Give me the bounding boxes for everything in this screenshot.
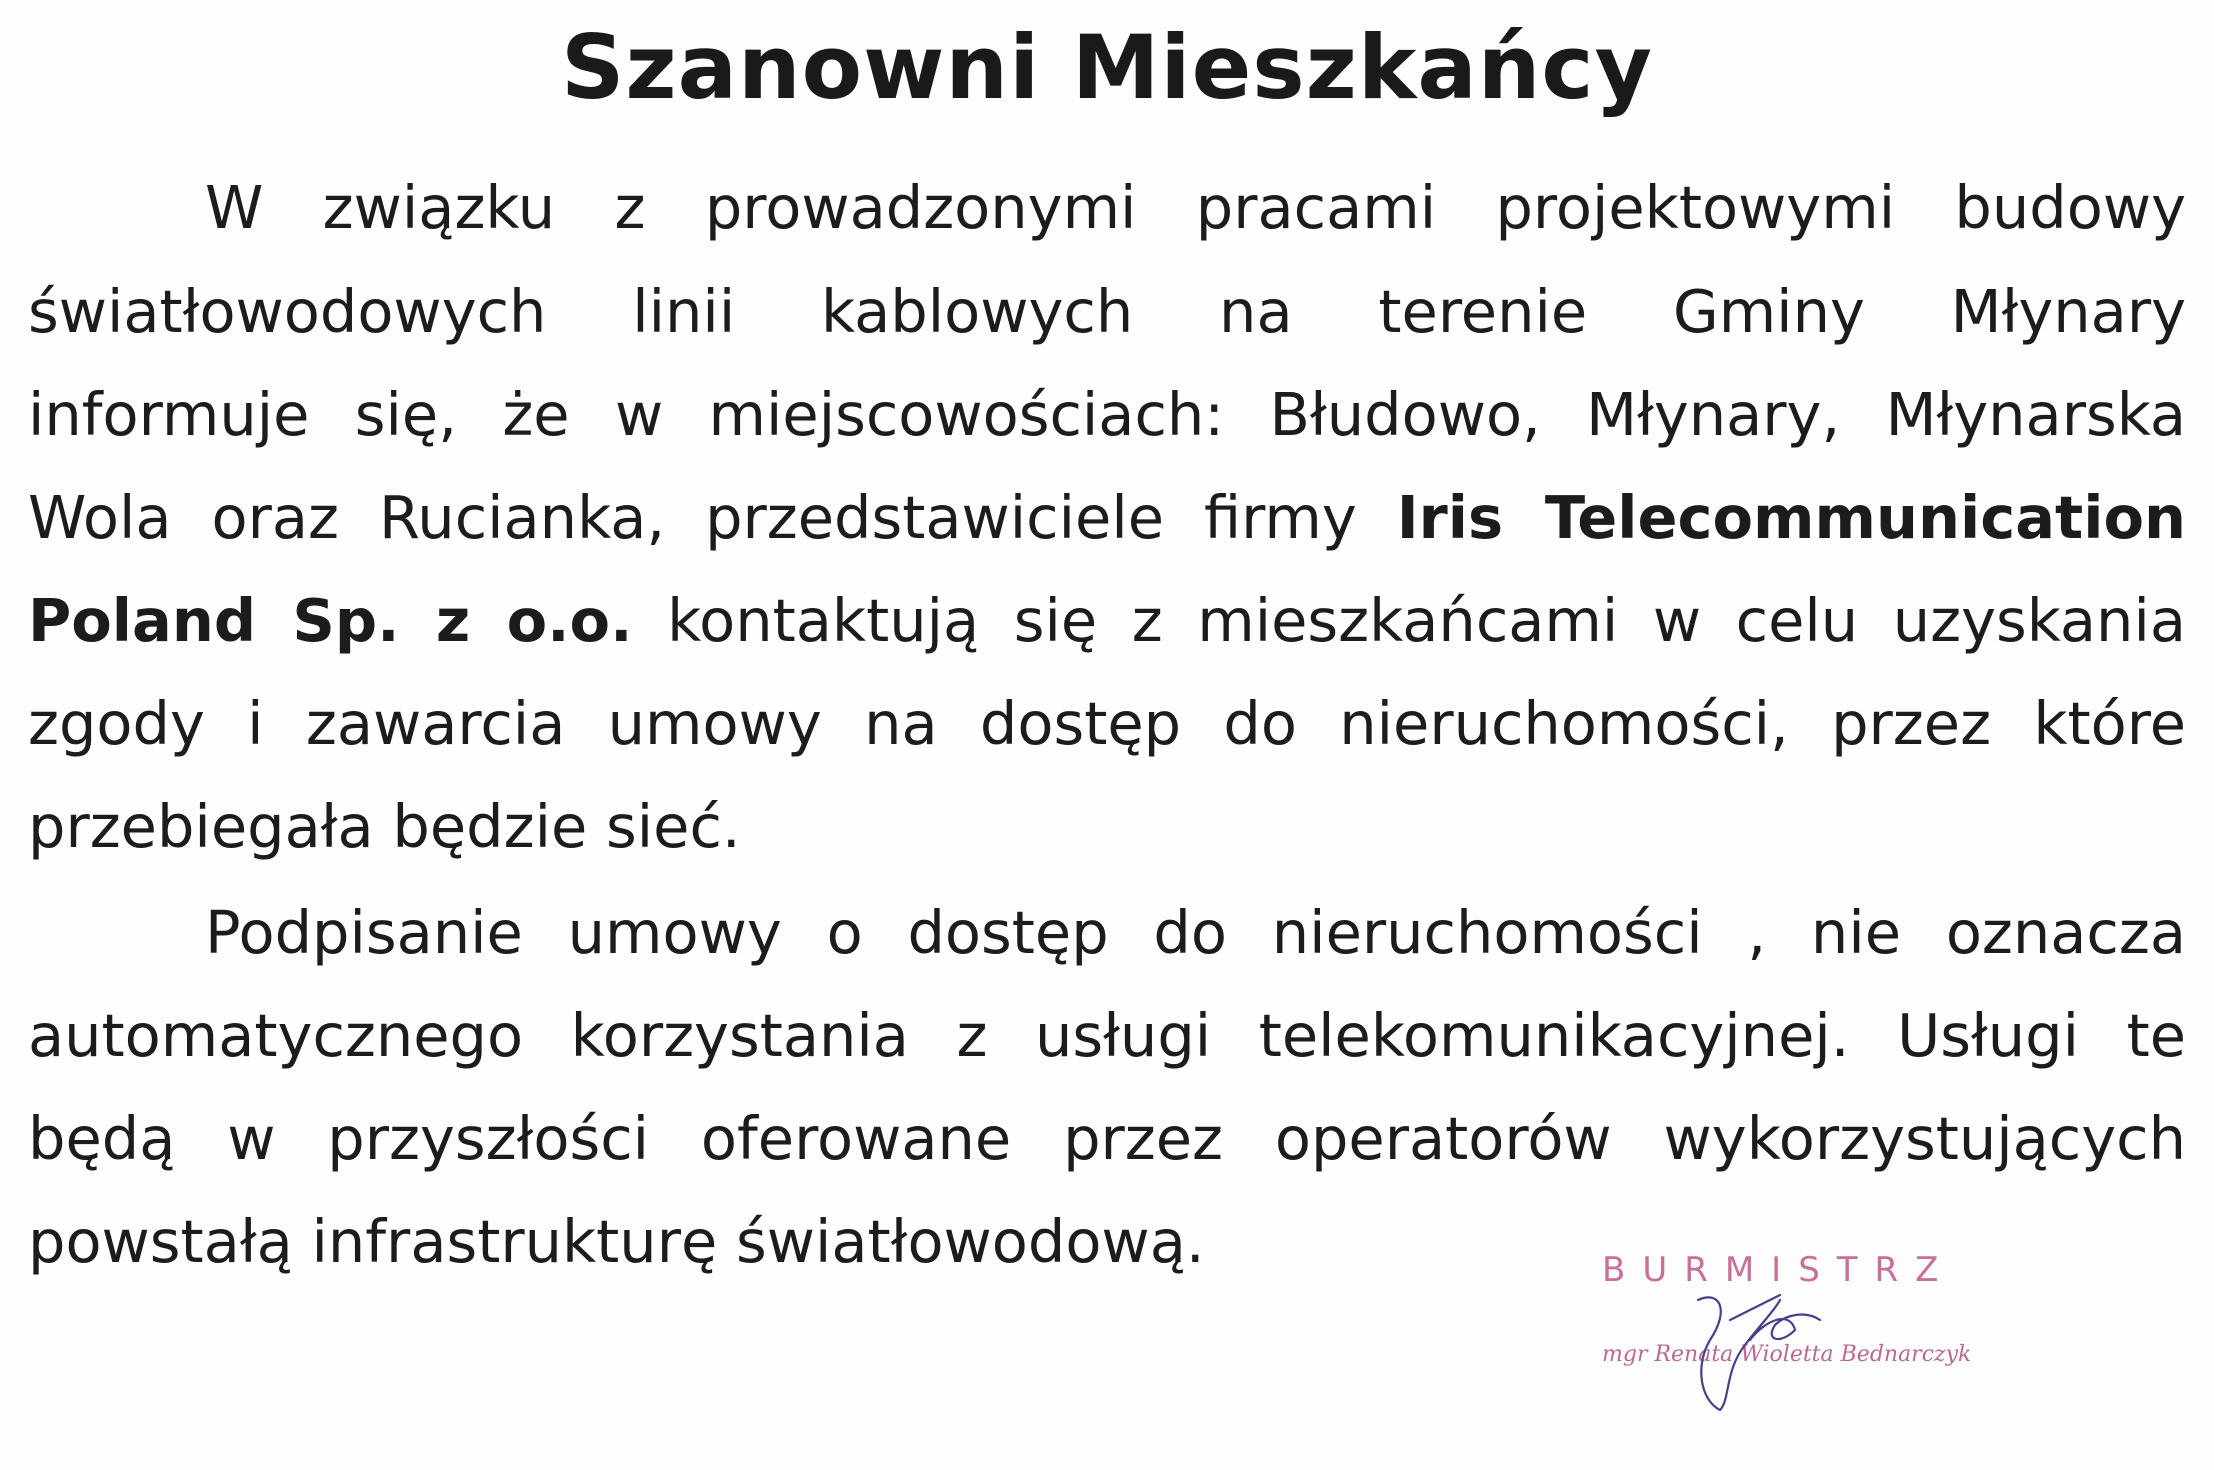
- paragraph2-line4: powstałą infrastrukturę światłowodową.: [28, 1207, 1205, 1276]
- paragraph1-line1: W związku z prowadzonymi pracami projektowymi budowy: [205, 173, 2186, 242]
- paragraph1-line5-text: kontaktują się z mieszkańcami w celu uzyskania: [632, 586, 2187, 655]
- paragraph1-line3: informuje się, że w miejscowościach: Błudowo, Młynary, Młynarska: [28, 380, 2186, 449]
- paragraph1-line2: światłowodowych linii kablowych na terenie Gminy Młynary: [28, 277, 2186, 346]
- stamp-title: BURMISTRZ: [1602, 1250, 1956, 1290]
- mayor-stamp: [1580, 1250, 2000, 1430]
- paragraph1-line4-text: Wola oraz Rucianka, przedstawiciele firmy: [28, 483, 1397, 552]
- paragraph2-line2: automatycznego korzystania z usługi telekomunikacyjnej. Usługi te: [28, 1001, 2186, 1070]
- paragraph2-line1: Podpisanie umowy o dostęp do nieruchomości , nie oznacza: [205, 898, 2186, 967]
- document-title: Szanowni Mieszkańcy: [561, 16, 1653, 119]
- company-name-part2: Poland Sp. z o.o.: [28, 586, 633, 655]
- stamp-name: mgr Renata Wioletta Bednarczyk: [1602, 1342, 1972, 1367]
- paragraph1-line6: zgody i zawarcia umowy na dostęp do nieruchomości, przez które: [28, 689, 2186, 758]
- paragraph1-line5: [28, 581, 2186, 661]
- company-name-part1: Iris Telecommunication: [1396, 483, 2186, 552]
- paragraph1-line4: [28, 478, 2186, 558]
- paragraph1-line7: przebiegała będzie sieć.: [28, 792, 741, 861]
- paragraph2-line3: będą w przyszłości oferowane przez operatorów wykorzystujących: [28, 1104, 2186, 1173]
- handwritten-signature: [1580, 1250, 2000, 1430]
